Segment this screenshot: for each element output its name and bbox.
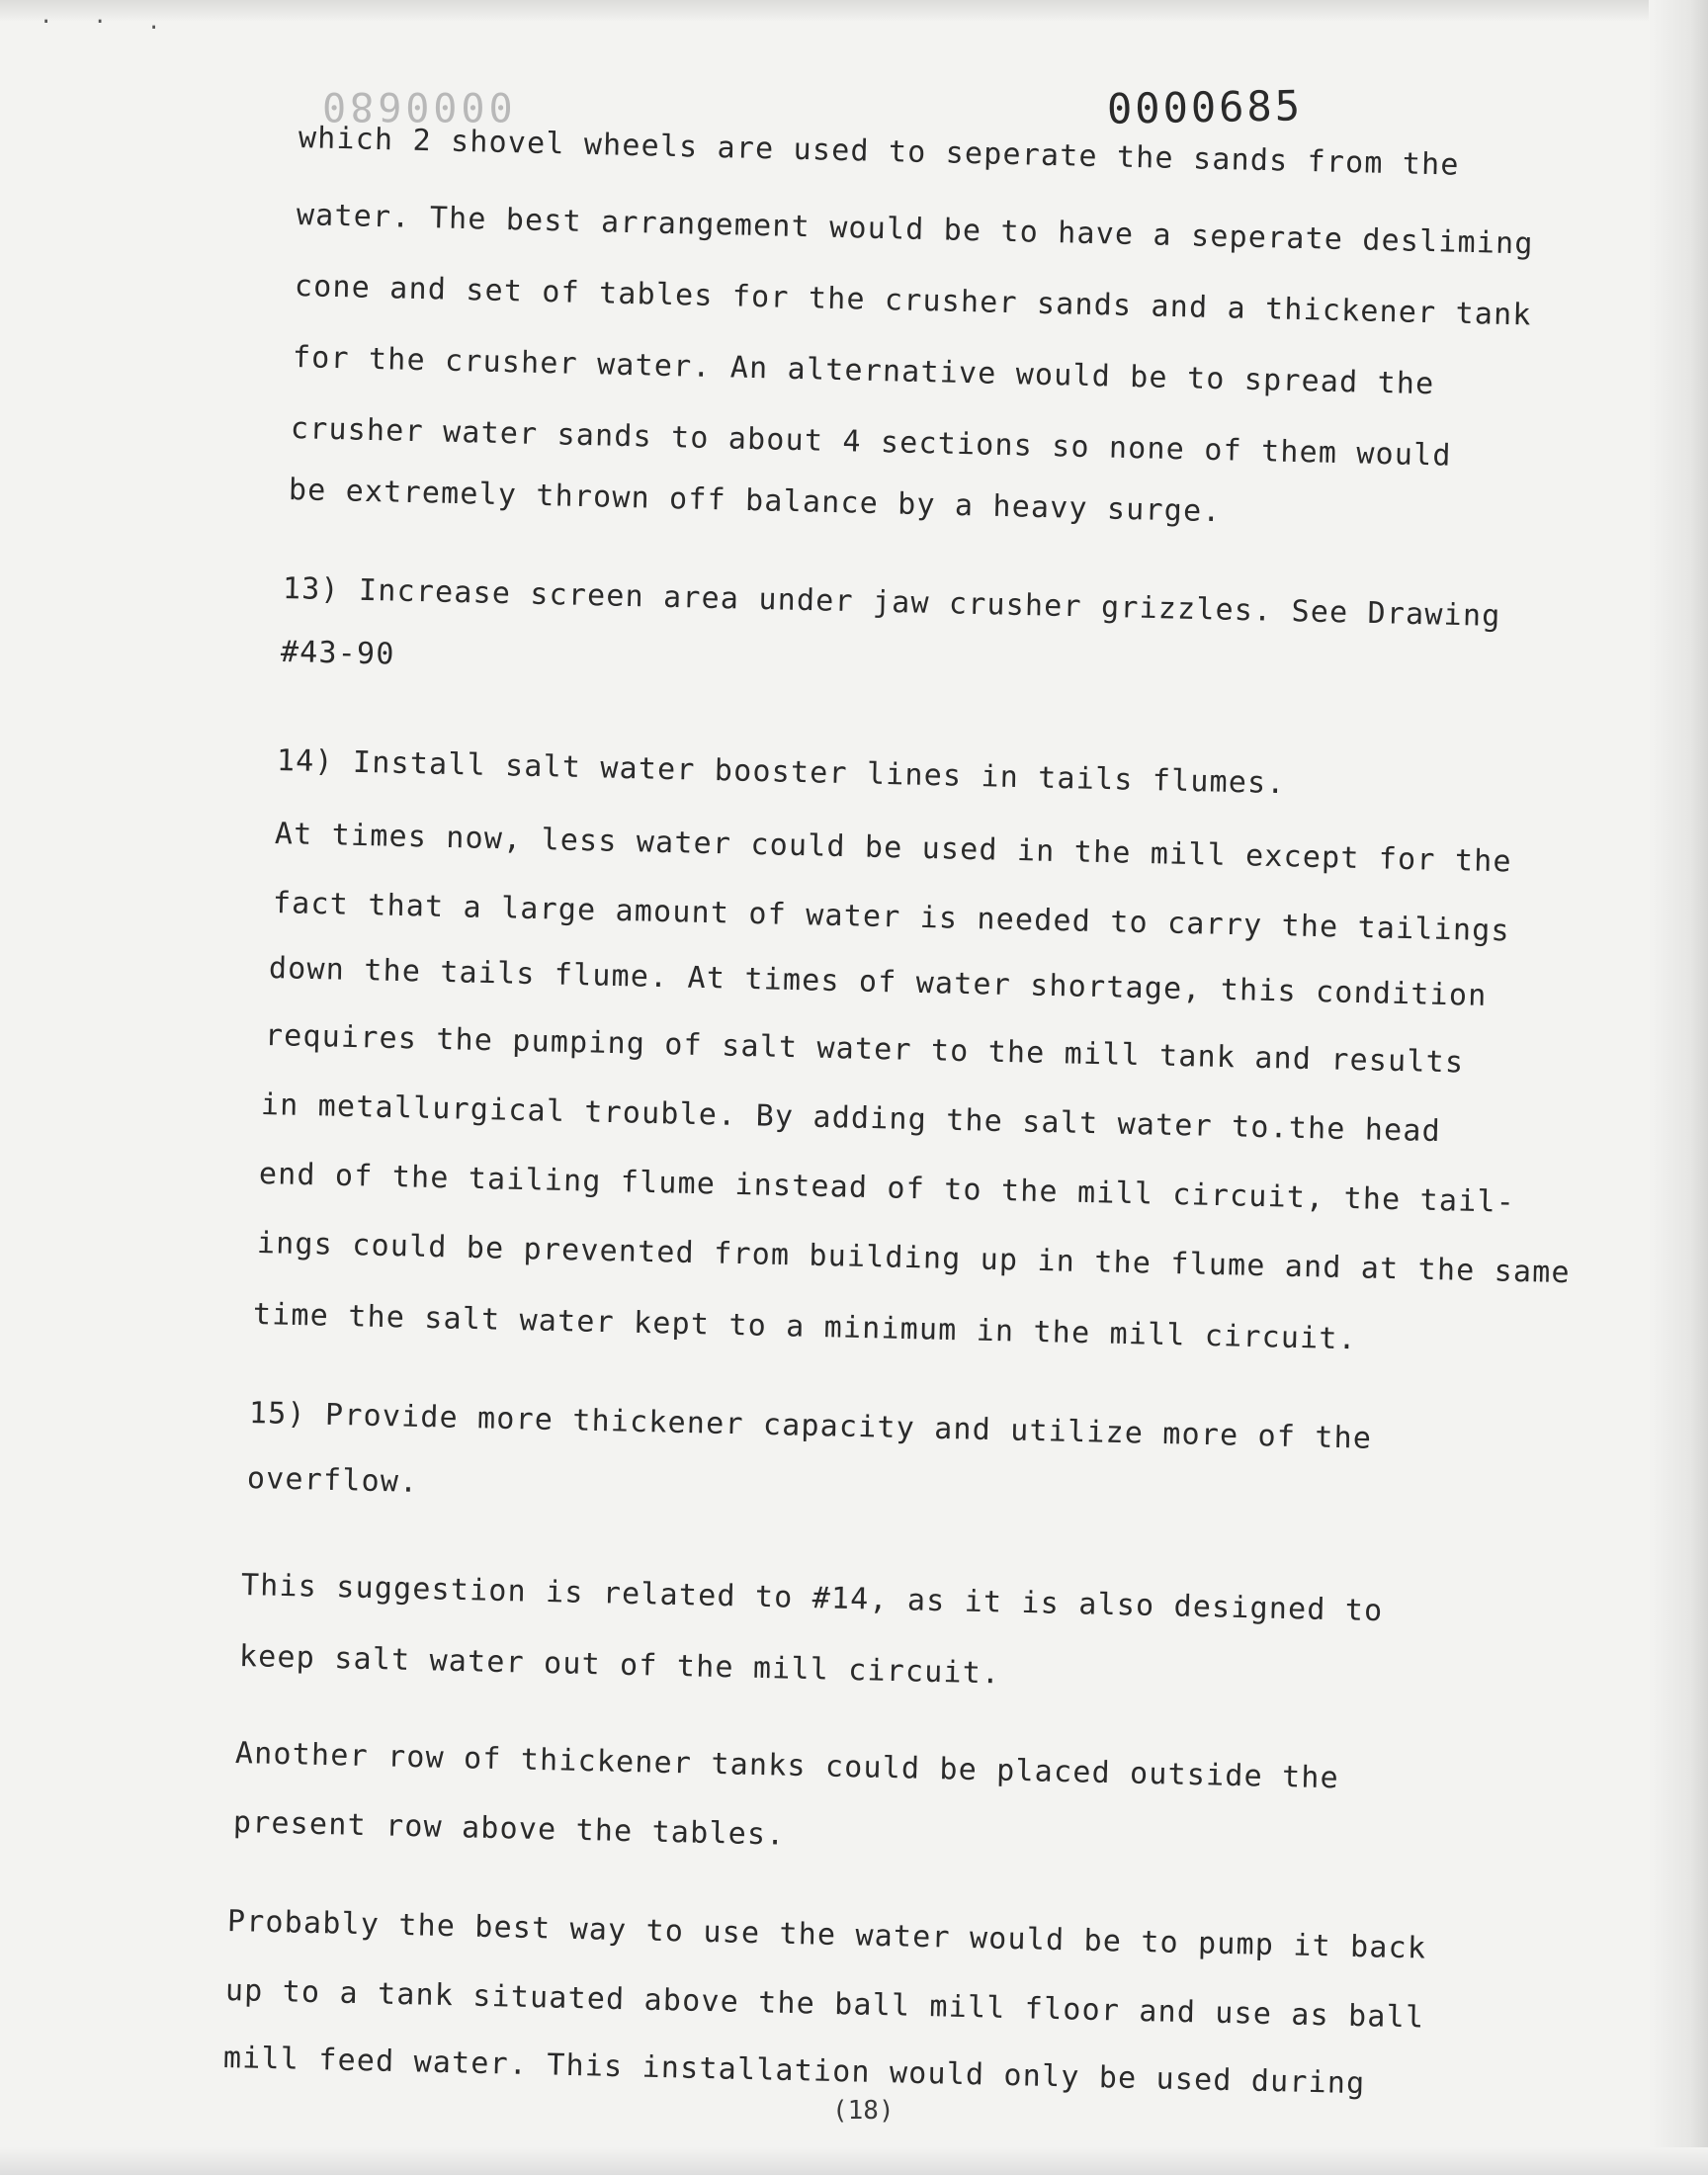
document-stamp-number: 0000685 <box>1106 81 1304 133</box>
text-line: 15) Provide more thickener capacity and utilize more of the <box>248 1396 1373 1456</box>
text-line: down the tails flume. At times of water shortage, this condition <box>268 951 1488 1013</box>
text-line: #43-90 <box>280 635 395 672</box>
page-edge-right <box>1649 0 1708 2175</box>
text-line: for the crusher water. An alternative would be to spread the <box>292 340 1435 402</box>
text-line: mill feed water. This installation would only be used during <box>222 2041 1366 2102</box>
text-line: cone and set of tables for the crusher sands and a thickener tank <box>294 269 1533 333</box>
text-line: in metallurgical trouble. By adding the salt water to.the head <box>260 1088 1442 1150</box>
text-line: which 2 shovel wheels are used to seperate the sands from the <box>298 121 1461 183</box>
text-line: 13) Increase screen area under jaw crusher grizzles. See Drawing <box>282 571 1501 634</box>
text-line: present row above the tables. <box>232 1805 786 1853</box>
page-number: (18) <box>832 2096 895 2126</box>
text-line: water. The best arrangement would be to have a seperate desliming <box>296 198 1535 262</box>
text-line: 14) Install salt water booster lines in tails flumes. <box>276 743 1287 802</box>
text-line: time the salt water kept to a minimum in the mill circuit. <box>252 1297 1358 1357</box>
bleed-through-stamp: 0000680 <box>318 83 513 129</box>
text-line: ings could be prevented from building up in the flume and at the same <box>256 1226 1572 1291</box>
text-line: requires the pumping of salt water to the mill tank and results <box>264 1018 1465 1081</box>
text-line: At times now, less water could be used in the mill except for the <box>274 817 1513 880</box>
text-line: keep salt water out of the mill circuit. <box>238 1639 1001 1692</box>
text-line: crusher water sands to about 4 sections so none of them would <box>290 411 1453 474</box>
text-line: fact that a large amount of water is needed to carry the tailings <box>272 886 1511 949</box>
text-line: This suggestion is related to #14, as it is also designed to <box>240 1568 1384 1629</box>
text-line: up to a tank situated above the ball mill floor and use as ball <box>224 1973 1425 2036</box>
text-line: Another row of thickener tanks could be placed outside the <box>234 1736 1340 1796</box>
page-edge-bottom <box>0 2147 1708 2175</box>
text-line: overflow. <box>246 1461 419 1500</box>
text-line: be extremely thrown off balance by a heavy surge. <box>288 473 1222 530</box>
page-edge-top <box>0 0 1708 22</box>
scan-specks: · · . <box>40 10 175 35</box>
text-line: Probably the best way to use the water would be to pump it back <box>226 1904 1427 1966</box>
text-line: end of the tailing flume instead of to the mill circuit, the tail- <box>258 1157 1516 1220</box>
